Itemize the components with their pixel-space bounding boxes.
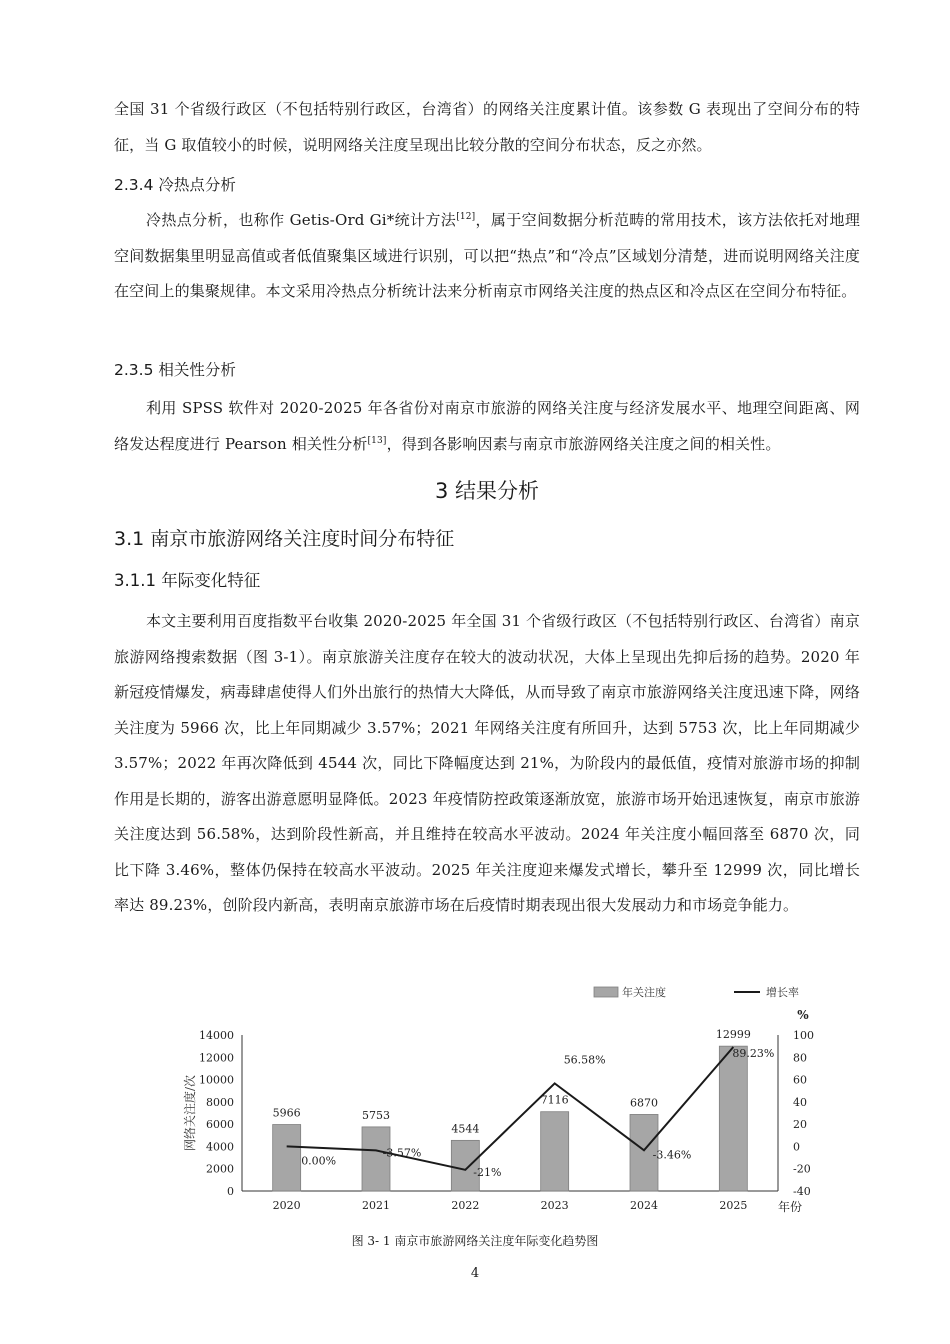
bar-value-label: 12999 [715, 1028, 751, 1042]
y-tick-label: 2000 [206, 1162, 234, 1176]
chapter-heading [114, 473, 860, 509]
growth-rate-label: 89.23% [732, 1047, 775, 1061]
y2-tick-label: 40 [793, 1095, 807, 1109]
bar [541, 1112, 569, 1191]
legend-bar-label: 年关注度 [622, 986, 666, 999]
y-tick-label: 0 [227, 1185, 234, 1198]
y2-tick-label: 0 [793, 1140, 800, 1154]
x-tick-label: 2024 [630, 1199, 658, 1212]
figure-3-1-chart [172, 977, 832, 1221]
page-number: 4 [470, 1266, 480, 1281]
legend-bar-swatch [594, 987, 618, 997]
paragraph-part: ，属于空间数据分析范畴的常用技术，该方法依托对地理空间数据集里明显高值或者低值聚集区域进行识别，可以把“热点”和“冷点”区域划分清楚，进而说明网络关注度在空间上的集聚规律。本文采用冷热点分析统计法来分析南京市网络关注度的热点区和冷点区在空间分布特征。 [114, 211, 860, 300]
chapter-title: 3 结果分析 [434, 479, 540, 503]
paragraph-g-parameter [114, 92, 860, 163]
growth-rate-label: -3.57% [382, 1146, 422, 1160]
heading-2-3-5 [114, 354, 860, 386]
citation-ref: [12] [456, 212, 476, 222]
subsection-title: 3.1.1 年际变化特征 [114, 571, 261, 590]
bar-value-label: 5753 [362, 1108, 390, 1122]
heading-text: 2.3.4 冷热点分析 [114, 176, 236, 194]
x-tick-label: 2025 [719, 1199, 748, 1212]
paragraph-text: 全国 31 个省级行政区（不包括特别行政区，台湾省）的网络关注度累计值。该参数 G 表现出了空间分布的特征，当 G 取值较小的时候，说明网络关注度呈现出比较分散的空间分布状态，反之亦然。 [114, 100, 860, 154]
y-tick-label: 6000 [206, 1118, 234, 1132]
paragraph-part: 利用 SPSS 软件对 2020-2025 年各省份对南京市旅游的网络关注度与经济发展水平、地理空间距离、网络发达程度进行 Pearson 相关性分析 [114, 399, 860, 453]
x-tick-label: 2022 [451, 1199, 480, 1212]
y2-tick-label: 60 [793, 1073, 807, 1087]
x-tick-label: 2021 [362, 1199, 390, 1212]
paragraph-text [114, 391, 860, 462]
section-title: 3.1 南京市旅游网络关注度时间分布特征 [114, 528, 455, 550]
x-tick-label: 2023 [540, 1199, 569, 1212]
legend-line-label: 增长率 [766, 986, 799, 999]
paragraph-text: 本文主要利用百度指数平台收集 2020-2025 年全国 31 个省级行政区（不包括特别行政区、台湾省）南京旅游网络搜索数据（图 3-1）。南京旅游关注度存在较大的波动状况，大体上呈现出先抑后扬的趋势。2020 年新冠疫情爆发，病毒肆虐使得人们外出旅行的热情大大降低，从而导致了南京市旅游网络关注度迅速下降，网络关注度为 5966 次，比上年同期减少 3.57%；2021 年网络关注度有所回升，达到 5753 次，比上年同期减少 3.57%；2022 年再次降低到 4544 次，同比下降幅度达到 21%，为阶段内的最低值，疫情对旅游市场的抑制作用是长期的，游客出游意愿明显降低。2023 年疫情防控政策逐渐放宽，旅游市场开始迅速恢复，南京市旅游关注度达到 56.58%，达到阶段性新高，并且维持在较高水平波动。2024 年关注度小幅回落至 6870 次，同比下降 3.46%，整体仍保持在较高水平波动。2025 年关注度迎来爆发式增长，攀升至 12999 次，同比增长率达 89.23%，创阶段内新高，表明南京旅游市场在后疫情时期表现出很大发展动力和市场竞争能力。 [114, 612, 860, 914]
growth-rate-label: -21% [473, 1165, 502, 1179]
paragraph-hotspot [114, 203, 860, 310]
bar-value-label: 5966 [272, 1106, 301, 1120]
x-axis-title: 年份 [778, 1200, 803, 1214]
growth-rate-label: 56.58% [563, 1053, 606, 1067]
paragraph-annual-change [114, 604, 860, 924]
y2-tick-label: 100 [793, 1029, 814, 1042]
y2-tick-label: -20 [793, 1162, 811, 1176]
citation-ref: [13] [367, 435, 387, 446]
paragraph-part: ，得到各影响因素与南京市旅游网络关注度之间的相关性。 [386, 434, 781, 453]
bar-value-label: 4544 [451, 1122, 480, 1136]
y2-tick-label: -40 [793, 1185, 811, 1198]
section-heading [114, 521, 860, 557]
y-tick-label: 8000 [206, 1095, 234, 1109]
y2-tick-label: 80 [793, 1051, 807, 1065]
paragraph-correlation [114, 391, 860, 462]
subsection-heading [114, 565, 860, 597]
bar-value-label: 7116 [540, 1093, 569, 1107]
y-tick-label: 10000 [199, 1073, 234, 1087]
bar-value-label: 6870 [630, 1096, 658, 1110]
y2-tick-label: 20 [793, 1118, 807, 1132]
heading-2-3-4 [114, 169, 860, 201]
bar [719, 1046, 747, 1191]
growth-rate-label: 0.00% [301, 1154, 337, 1168]
figure-caption: 图 3- 1 南京市旅游网络关注度年际变化趋势图 [351, 1234, 599, 1248]
paragraph-part: 冷热点分析，也称作 Getis-Ord Gi*统计方法 [146, 211, 457, 229]
y-axis-title: 网络关注度/次 [183, 1074, 197, 1152]
heading-text: 2.3.5 相关性分析 [114, 361, 236, 379]
y2-axis-title: % [797, 1008, 809, 1022]
bar [273, 1125, 301, 1191]
x-tick-label: 2020 [272, 1199, 301, 1212]
y-tick-label: 14000 [199, 1029, 234, 1042]
chart-svg [172, 977, 832, 1221]
y-tick-label: 4000 [206, 1140, 234, 1154]
paragraph-text [114, 203, 860, 310]
growth-rate-label: -3.46% [652, 1148, 692, 1162]
y-tick-label: 12000 [199, 1051, 234, 1065]
